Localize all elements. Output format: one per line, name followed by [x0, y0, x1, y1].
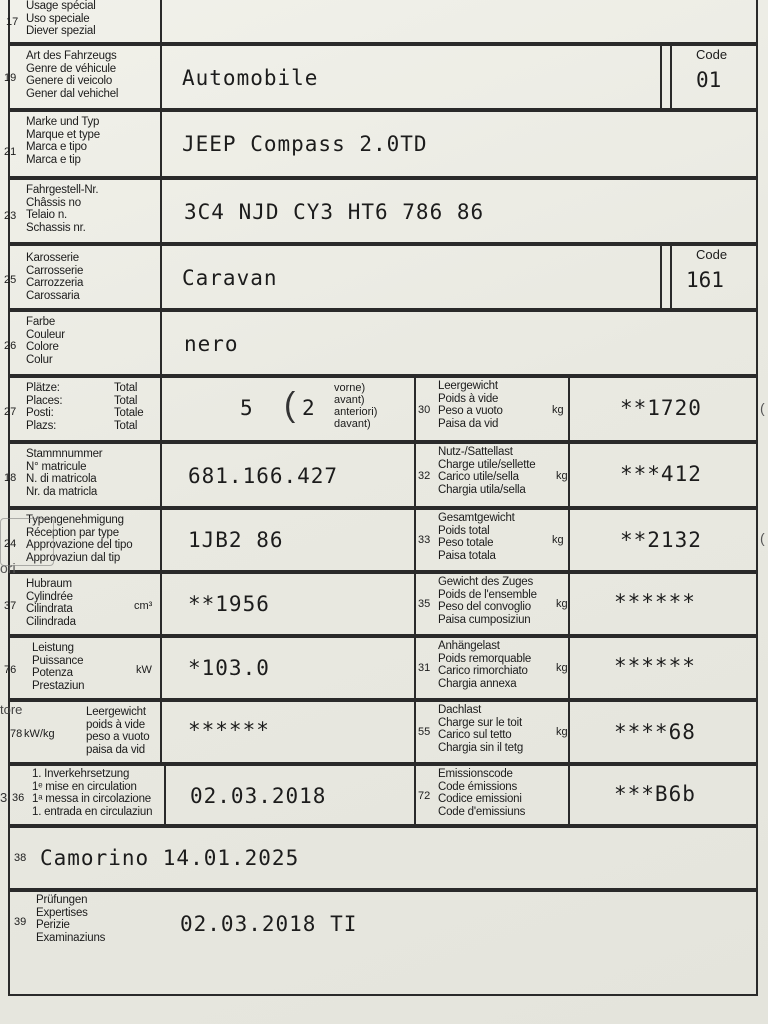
row-usage-special: [8, 0, 758, 44]
code-cell-25: [660, 244, 758, 310]
unit-kg-30: kg: [552, 404, 564, 416]
label-empty-weight: Leergewicht Poids à vide Peso a vuoto Paisa da vid: [438, 380, 503, 430]
field-number-24: 24: [4, 538, 17, 550]
label-cell-31: [414, 636, 570, 700]
label-first-registration: 1. Inverkehrsetzung 1ᵉ mise en circulation 1ᵃ messa in circolazione 1. entrada en circulaziun: [32, 768, 153, 818]
label-seats-front: vorne) avant) anteriori) davant): [334, 382, 378, 430]
value-cell-19: [160, 44, 672, 110]
field-number-25: 25: [4, 274, 17, 286]
label-train-weight: Gewicht des Zuges Poids de l'ensemble Peso del convoglio Paisa cumposiziun: [438, 576, 537, 626]
label-cell-21: [4, 110, 162, 178]
label-cell-36: [8, 764, 166, 826]
field-number-18: 18: [4, 472, 17, 484]
label-power-weight: Leergewicht poids à vide peso a vuoto paisa da vid: [86, 706, 150, 756]
value-cell-33: [568, 508, 758, 572]
value-cell-72: [568, 764, 758, 826]
value-cell-30: [568, 376, 758, 442]
field-number-72: 72: [418, 790, 431, 802]
label-cell-33: [414, 508, 570, 572]
value-cell-32: [568, 442, 758, 508]
place-date-value: Camorino 14.01.2025: [40, 846, 300, 870]
field-number-19: 19: [4, 72, 17, 84]
row-power-weight-roof-load: [8, 700, 758, 764]
label-cell-27: [4, 376, 162, 442]
roof-load-value: ****68: [614, 720, 696, 744]
label-cell-32: [414, 442, 570, 508]
label-cell-30: [414, 376, 570, 442]
field-number-30: 30: [418, 404, 431, 416]
make-model-value: JEEP Compass 2.0TD: [182, 132, 428, 156]
row-make-model: [4, 110, 758, 178]
row-color: [4, 310, 758, 376]
cell-38: [8, 826, 758, 890]
value-cell-17: [160, 0, 758, 44]
label-chassis-number: Fahrgestell-Nr. Châssis no Telaio n. Schassis nr.: [26, 184, 99, 234]
body-type-value: Caravan: [182, 266, 278, 290]
label-cell-26: [4, 310, 162, 376]
unit-kw-kg-78: kW/kg: [24, 728, 55, 740]
field-number-33: 33: [418, 534, 431, 546]
paren-open: (: [284, 386, 296, 424]
empty-weight-value: **1720: [620, 396, 702, 420]
seats-total-value: 5: [240, 396, 254, 420]
row-body-type: [4, 244, 758, 310]
label-cell-17: [8, 0, 162, 44]
power-value: *103.0: [188, 656, 270, 680]
field-number-37: 37: [4, 600, 17, 612]
label-cell-19: [4, 44, 162, 110]
label-color: Farbe Couleur Colore Colur: [26, 316, 65, 366]
color-value: nero: [184, 332, 239, 356]
field-number-55: 55: [418, 726, 431, 738]
label-total-weight: Gesamtgewicht Poids total Peso totale Paisa totala: [438, 512, 515, 562]
row-displacement-train-weight: [4, 572, 758, 636]
chassis-number-value: 3C4 NJD CY3 HT6 786 86: [184, 200, 485, 224]
displacement-value: **1956: [188, 592, 270, 616]
label-registry-number: Stammnummer N° matricule N. di matricola Nr. da matricla: [26, 448, 103, 498]
row-place-date: [8, 826, 758, 890]
value-cell-31: [568, 636, 758, 700]
row-power-trailer-load: [4, 636, 758, 700]
label-trailer-load: Anhängelast Poids remorquable Carico rimorchiato Chargia annexa: [438, 640, 532, 690]
label-cell-25: [4, 244, 162, 310]
field-number-76: 76: [4, 664, 17, 676]
unit-kg-31: kg: [556, 662, 568, 674]
field-number-27: 27: [4, 406, 17, 418]
unit-kw-76: kW: [136, 664, 152, 676]
power-weight-value: ******: [188, 718, 270, 742]
field-number-26: 26: [4, 340, 17, 352]
field-number-32: 32: [418, 470, 431, 482]
inspections-value: 02.03.2018 TI: [180, 912, 358, 936]
value-cell-55: [568, 700, 758, 764]
value-cell-36: [164, 764, 416, 826]
unit-cm3-37: cm³: [134, 600, 153, 612]
value-cell-25: [160, 244, 672, 310]
row-seats-empty-weight: [4, 376, 758, 442]
field-number-31: 31: [418, 662, 431, 674]
trailer-load-value: ******: [614, 654, 696, 678]
label-cell-55: [414, 700, 570, 764]
row-registry-payload: [4, 442, 758, 508]
unit-kg-35: kg: [556, 598, 568, 610]
field-number-21: 21: [4, 146, 17, 158]
emissions-code-value: ***B6b: [614, 782, 696, 806]
field-number-38: 38: [14, 852, 27, 864]
value-cell-23: [160, 178, 758, 244]
vehicle-type-code: 01: [696, 68, 722, 92]
value-cell-27: [160, 376, 416, 442]
margin-fragment-ori: ori: [0, 560, 16, 576]
field-number-17: 17: [6, 16, 19, 28]
margin-fragment-tore: tore: [0, 702, 23, 717]
label-power: Leistung Puissance Potenza Prestaziun: [32, 642, 85, 692]
value-cell-76: [160, 636, 416, 700]
label-cell-76: [4, 636, 162, 700]
value-cell-35: [568, 572, 758, 636]
stamp-mark: [0, 518, 54, 566]
row-vehicle-type: [4, 44, 758, 110]
label-cell-72: [414, 764, 570, 826]
code-cell-19: [660, 44, 758, 110]
label-body-type: Karosserie Carrosserie Carrozzeria Carossaria: [26, 252, 84, 302]
field-number-36: 36: [12, 792, 25, 804]
cell-39: [8, 890, 758, 996]
value-cell-21: [160, 110, 758, 178]
label-make-model: Marke und Typ Marque et type Marca e tipo Marca e tip: [26, 116, 100, 166]
row-chassis-number: [4, 178, 758, 244]
label-emissions-code: Emissionscode Code émissions Codice emissioni Code d'emissiuns: [438, 768, 526, 818]
label-cell-23: [4, 178, 162, 244]
label-usage-special: Usage spécial Uso speciale Diever spezial: [26, 0, 96, 37]
type-approval-value: 1JB2 86: [188, 528, 284, 552]
label-roof-load: Dachlast Charge sur le toit Carico sul tetto Chargia sin il tetg: [438, 704, 524, 754]
value-cell-18: [160, 442, 416, 508]
value-cell-26: [160, 310, 758, 376]
label-type-approval: Typengenehmigung Réception par type Approvazione del tipo Approvaziun dal tip: [26, 514, 133, 564]
label-displacement: Hubraum Cylindrée Cilindrata Cilindrada: [26, 578, 76, 628]
registry-number-value: 681.166.427: [188, 464, 339, 488]
unit-kg-33: kg: [552, 534, 564, 546]
label-cell-78: [8, 700, 162, 764]
label-payload: Nutz-/Sattellast Charge utile/sellette Carico utile/sella Chargia utila/sella: [438, 446, 536, 496]
code-label-19: Code: [696, 47, 728, 62]
label-cell-18: [4, 442, 162, 508]
field-number-23: 23: [4, 210, 17, 222]
unit-kg-32: kg: [556, 470, 568, 482]
seats-front-value: 2: [302, 396, 316, 420]
label-inspections: Prüfungen Expertises Perizie Examinaziuns: [36, 894, 106, 944]
body-type-code: 161: [686, 268, 724, 292]
row-inspections: [8, 890, 758, 996]
total-weight-value: **2132: [620, 528, 702, 552]
label-cell-37: [4, 572, 162, 636]
field-number-35: 35: [418, 598, 431, 610]
value-cell-24: [160, 508, 416, 572]
label-cell-35: [414, 572, 570, 636]
label-seats-total: Total Total Totale Total: [114, 382, 144, 432]
field-number-78: 78: [10, 728, 23, 740]
field-number-39: 39: [14, 916, 27, 928]
first-registration-value: 02.03.2018: [190, 784, 327, 808]
label-vehicle-type: Art des Fahrzeugs Genre de véhicule Genere di veicolo Gener dal vehichel: [26, 50, 119, 100]
code-label-25: Code: [696, 247, 728, 262]
value-cell-37: [160, 572, 416, 636]
payload-value: ***412: [620, 462, 702, 486]
margin-fragment-right-a: (: [760, 400, 765, 416]
label-seats: Plätze: Places: Posti: Plazs:: [26, 382, 63, 432]
value-cell-78: [160, 700, 416, 764]
row-first-registration-emissions: [8, 764, 758, 826]
vehicle-type-value: Automobile: [182, 66, 319, 90]
train-weight-value: ******: [614, 590, 696, 614]
unit-kg-55: kg: [556, 726, 568, 738]
margin-fragment-right-b: (: [760, 530, 765, 546]
margin-fragment-3: 3: [0, 790, 8, 805]
